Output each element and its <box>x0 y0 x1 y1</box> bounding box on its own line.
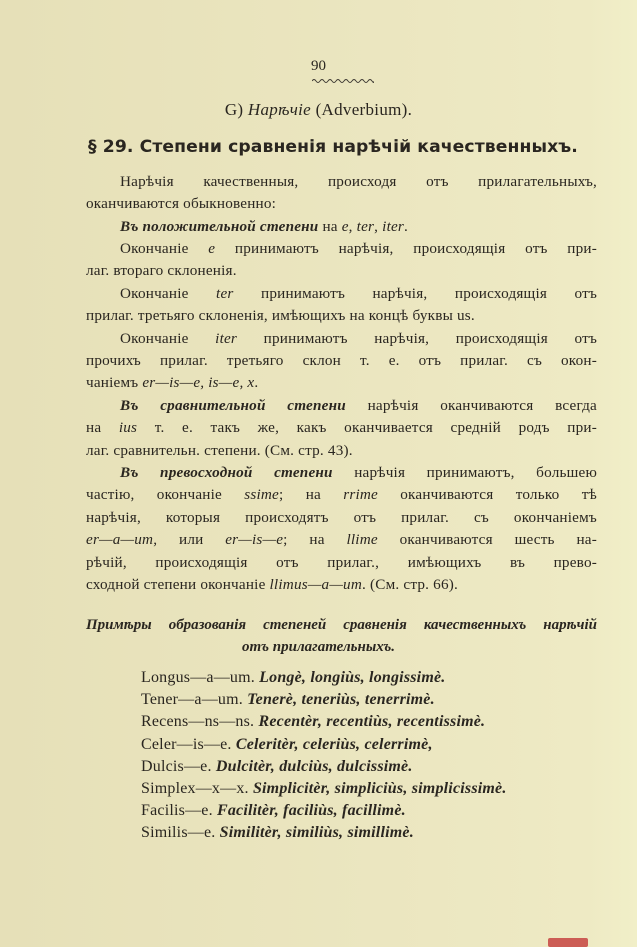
emphasis-text: llimus—a—um <box>269 576 363 593</box>
text-segment: на <box>86 419 119 436</box>
example-row <box>141 668 445 688</box>
text-segment: т. е. такъ же, какъ оканчивается средній родъ при- <box>137 419 597 436</box>
emphasis-text: ter <box>216 285 234 302</box>
text-segment: прочихъ прилаг. третьяго склон т. е. отъ прилаг. съ окон- <box>86 352 597 369</box>
example-adverb-forms: Simplicitèr, simpliciùs, simplicissimè. <box>252 780 507 797</box>
text-segment: . (См. стр. 66). <box>362 576 458 593</box>
example-adverb-forms: Celeritèr, celeriùs, celerrimè, <box>235 735 433 753</box>
text-segment: лаг. втораго склоненія. <box>86 262 237 279</box>
example-adjective: Simplex—x—x. <box>141 780 253 797</box>
emphasis-text: Въ положительной степени <box>120 218 319 235</box>
emphasis-text: ssime <box>244 486 279 503</box>
text-segment: . <box>404 218 409 235</box>
emphasis-text: er—is—e, is—e, x <box>142 374 255 391</box>
example-row <box>141 823 414 843</box>
text-segment: нарѣчія оканчиваются всегда <box>345 397 597 414</box>
text-segment: Нарѣчія качественныя, происходя отъ прилагательныхъ, <box>120 173 597 190</box>
text-segment: на <box>318 218 342 235</box>
text-segment: сходной степени окончаніе <box>86 576 270 593</box>
text-line <box>86 530 597 550</box>
examples-heading-cont: отъ прилагательныхъ. <box>241 639 396 655</box>
text-segment: , <box>374 218 383 235</box>
chapter-title-la: (Adverbium). <box>311 100 413 119</box>
text-line <box>86 306 597 326</box>
text-segment: . <box>254 374 259 391</box>
chapter-letter: G) <box>224 100 248 119</box>
text-line <box>86 194 597 214</box>
example-adverb-forms: Similitèr, similiùs, simillimè. <box>219 824 414 842</box>
emphasis-text: Въ превосходной степени <box>120 464 333 481</box>
example-adverb-forms: Longè, longiùs, longissimè. <box>259 669 446 686</box>
ornament-wavy-rule <box>312 78 374 84</box>
text-segment: принимаютъ нарѣчія, происходящія отъ <box>233 285 598 302</box>
text-line <box>120 329 597 349</box>
text-segment: рѣчій, происходящія отъ прилаг., имѣющихъ въ прево- <box>86 554 597 571</box>
text-line <box>86 508 597 528</box>
text-line <box>120 217 597 237</box>
emphasis-text: llime <box>346 531 378 548</box>
text-line <box>86 373 597 393</box>
text-line <box>120 463 597 483</box>
text-segment: оканчиваются обыкновенно: <box>86 195 277 212</box>
example-row <box>141 801 406 821</box>
text-segment: нарѣчія, которыя происходятъ отъ прилаг. съ окончаніемъ <box>86 509 597 526</box>
text-segment: нарѣчія принимаютъ, большею <box>332 464 597 481</box>
text-segment: ; на <box>283 531 347 548</box>
example-row <box>141 779 507 799</box>
examples-heading: Примѣры образованія степеней сравненія качественныхъ нарѣчій <box>86 617 597 633</box>
section-title: § 29. Степени сравненія нарѣчій качественныхъ. <box>88 137 578 157</box>
text-segment: прилаг. третьяго склоненія, имѣющихъ на концѣ буквы us. <box>86 307 475 324</box>
example-adjective: Longus—a—um. <box>141 669 260 686</box>
text-segment: , или <box>153 531 226 548</box>
emphasis-text: er—a—um <box>86 531 154 548</box>
text-segment: оканчиваются шесть на- <box>377 531 597 548</box>
example-row <box>141 712 485 732</box>
emphasis-text: iter <box>382 218 405 235</box>
emphasis-text: e <box>208 240 216 257</box>
example-adjective: Recens—ns—ns. <box>141 713 259 731</box>
text-segment: оканчиваются только тѣ <box>377 486 597 503</box>
example-row <box>141 690 435 710</box>
text-segment: , <box>348 218 357 235</box>
example-adverb-forms: Facilitèr, faciliùs, facillimè. <box>216 802 406 820</box>
library-stamp-mark <box>548 938 588 947</box>
text-line <box>86 351 597 371</box>
text-line <box>86 485 597 505</box>
example-row <box>141 757 413 777</box>
text-line <box>86 553 597 573</box>
emphasis-text: rrime <box>343 486 378 503</box>
text-segment: принимаютъ нарѣчія, происходящія отъ <box>237 330 597 347</box>
example-adverb-forms: Dulcitèr, dulciùs, dulcissimè. <box>215 757 413 775</box>
text-segment: лаг. сравнительн. степени. (См. стр. 43). <box>86 442 353 459</box>
example-adjective: Similis—e. <box>141 824 220 842</box>
text-segment: частію, окончаніе <box>86 486 245 503</box>
chapter-heading <box>0 100 637 120</box>
text-line <box>86 441 597 461</box>
emphasis-text: er—is—e <box>225 531 284 548</box>
text-line <box>120 172 597 192</box>
emphasis-text: ter <box>356 218 375 235</box>
text-line <box>120 284 597 304</box>
text-line <box>86 261 597 281</box>
text-line <box>86 418 597 438</box>
text-segment: принимаютъ нарѣчія, происходящія отъ при- <box>215 240 598 257</box>
example-adjective: Tener—a—um. <box>141 691 248 709</box>
example-row <box>141 735 433 755</box>
emphasis-text: ius <box>118 419 138 436</box>
example-adjective: Facilis—e. <box>141 802 217 820</box>
text-segment: Окончаніе <box>120 240 209 257</box>
example-adjective: Dulcis—e. <box>141 757 216 775</box>
text-segment: чаніемъ <box>86 374 143 391</box>
example-adjective: Celer—is—e. <box>141 735 236 753</box>
text-line <box>86 575 597 595</box>
page-number: 90 <box>311 58 326 74</box>
example-adverb-forms: Tenerè, teneriùs, tenerrimè. <box>247 691 435 709</box>
example-adverb-forms: Recentèr, recentiùs, recentissimè. <box>258 713 486 731</box>
text-line <box>120 396 597 416</box>
emphasis-text: iter <box>215 330 238 347</box>
text-segment: ; на <box>279 486 344 503</box>
emphasis-text: Въ сравнительной степени <box>120 397 346 414</box>
emphasis-text: e <box>341 218 349 235</box>
text-line <box>120 239 597 259</box>
text-segment: Окончаніе <box>120 330 216 347</box>
chapter-title-ru: Нарѣчіе <box>247 100 312 119</box>
text-segment: Окончаніе <box>120 285 217 302</box>
